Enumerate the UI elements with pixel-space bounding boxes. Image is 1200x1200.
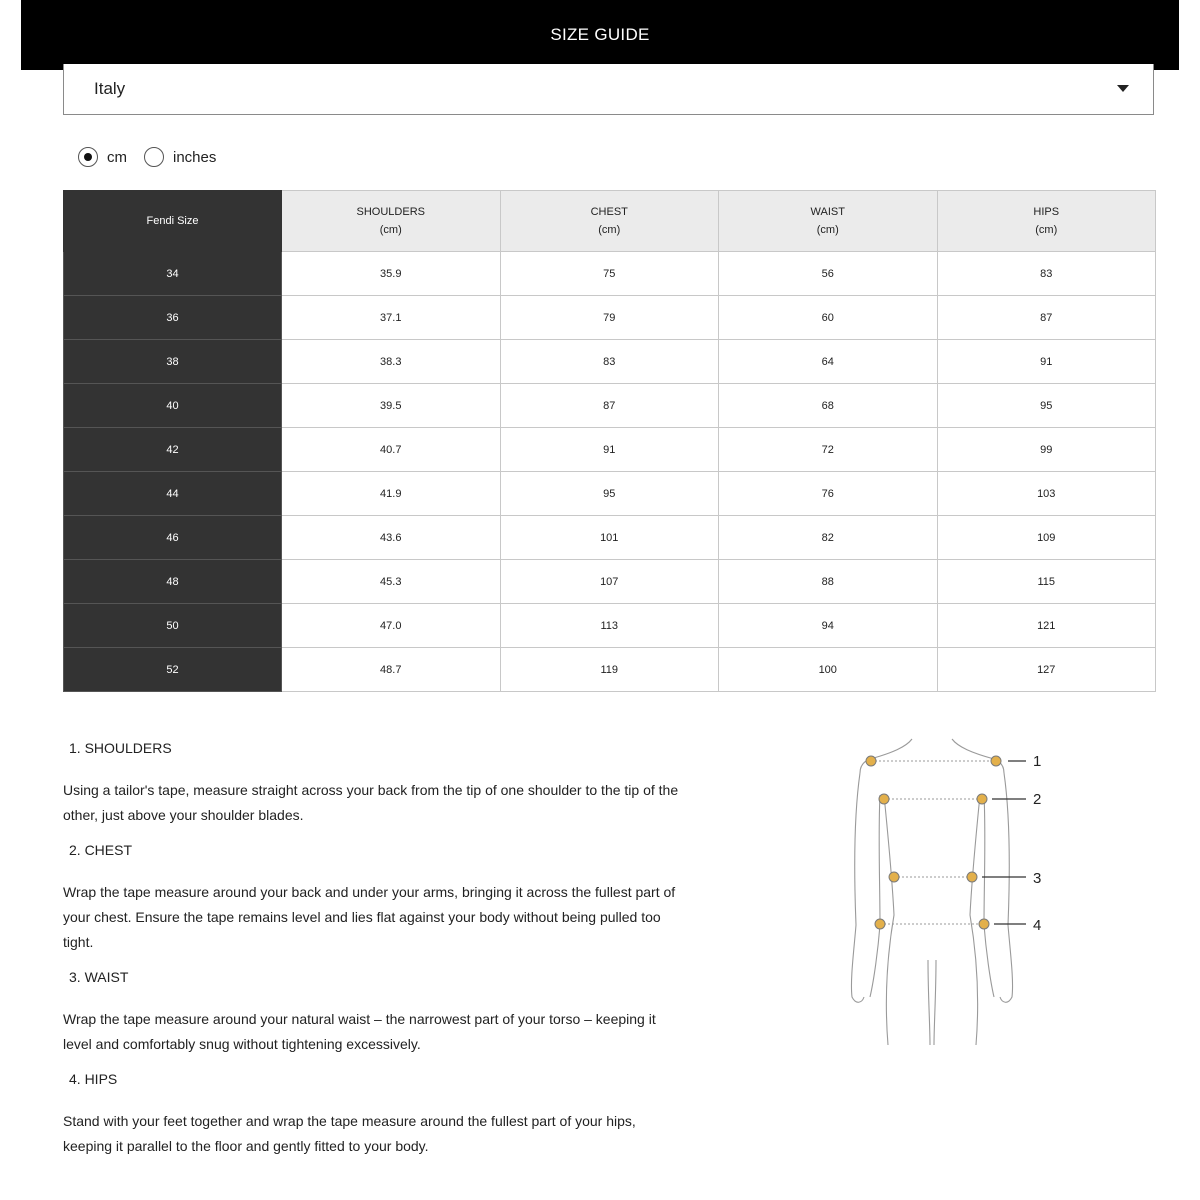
instruction-title: 3. WAIST bbox=[69, 969, 129, 985]
unit-option-inches[interactable] bbox=[144, 147, 216, 167]
table-cell: 87 bbox=[500, 384, 719, 428]
column-header-shoulders bbox=[282, 191, 501, 252]
table-cell: 101 bbox=[500, 516, 719, 560]
table-cell: 38.3 bbox=[282, 340, 501, 384]
table-cell: 109 bbox=[937, 516, 1156, 560]
table-cell: 60 bbox=[719, 296, 938, 340]
table-cell: 94 bbox=[719, 604, 938, 648]
table-header-row bbox=[64, 191, 1156, 252]
table-cell: 95 bbox=[937, 384, 1156, 428]
table-cell: 95 bbox=[500, 472, 719, 516]
table-row bbox=[64, 516, 1156, 560]
table-cell: 119 bbox=[500, 648, 719, 692]
size-cell: 40 bbox=[64, 384, 282, 428]
table-row bbox=[64, 604, 1156, 648]
waist-marker-right bbox=[967, 872, 977, 882]
table-cell: 82 bbox=[719, 516, 938, 560]
figure-label-4: 4 bbox=[1033, 917, 1042, 934]
column-name: SHOULDERS bbox=[356, 206, 425, 218]
table-cell: 115 bbox=[937, 560, 1156, 604]
figure-label-2: 2 bbox=[1033, 791, 1042, 808]
table-cell: 41.9 bbox=[282, 472, 501, 516]
table-cell: 79 bbox=[500, 296, 719, 340]
table-cell: 107 bbox=[500, 560, 719, 604]
table-cell: 35.9 bbox=[282, 252, 501, 296]
instruction-text: Stand with your feet together and wrap the tape measure around the fullest part of your hips, keeping it parallel to the floor and gently fitted to your body. bbox=[63, 1113, 636, 1154]
column-unit: (cm) bbox=[816, 224, 839, 236]
size-cell: 44 bbox=[64, 472, 282, 516]
table-cell: 83 bbox=[937, 252, 1156, 296]
size-cell: 38 bbox=[64, 340, 282, 384]
table-cell: 103 bbox=[937, 472, 1156, 516]
table-row bbox=[64, 428, 1156, 472]
column-name: CHEST bbox=[590, 206, 628, 218]
table-cell: 72 bbox=[719, 428, 938, 472]
table-row bbox=[64, 340, 1156, 384]
country-select-value: Italy bbox=[94, 79, 126, 98]
instruction-title: 1. SHOULDERS bbox=[69, 740, 172, 756]
chest-marker-left bbox=[879, 794, 889, 804]
measurement-instructions bbox=[63, 740, 688, 1173]
chest-marker-right bbox=[977, 794, 987, 804]
table-cell: 64 bbox=[719, 340, 938, 384]
table-cell: 47.0 bbox=[282, 604, 501, 648]
shoulder-marker-right bbox=[991, 756, 1001, 766]
table-cell: 99 bbox=[937, 428, 1156, 472]
table-row bbox=[64, 296, 1156, 340]
column-unit: (cm) bbox=[1035, 224, 1058, 236]
figure-label-1: 1 bbox=[1033, 753, 1042, 770]
table-cell: 83 bbox=[500, 340, 719, 384]
unit-toggle bbox=[78, 147, 216, 167]
table-row bbox=[64, 648, 1156, 692]
table-cell: 37.1 bbox=[282, 296, 501, 340]
table-cell: 39.5 bbox=[282, 384, 501, 428]
instruction-shoulders bbox=[63, 740, 688, 828]
table-cell: 75 bbox=[500, 252, 719, 296]
chevron-down-icon bbox=[1117, 85, 1129, 92]
size-cell: 50 bbox=[64, 604, 282, 648]
figure-labels bbox=[1033, 753, 1041, 934]
column-header-waist bbox=[719, 191, 938, 252]
size-cell: 36 bbox=[64, 296, 282, 340]
size-cell: 34 bbox=[64, 252, 282, 296]
column-name: WAIST bbox=[810, 206, 845, 218]
instruction-text: Wrap the tape measure around your back and under your arms, bringing it across the fullest part of your chest. Ensure the tape remains level and lies flat against your body without being pulled too tight. bbox=[63, 884, 676, 950]
waist-marker-left bbox=[889, 872, 899, 882]
table-row bbox=[64, 472, 1156, 516]
radio-cm[interactable] bbox=[78, 147, 98, 167]
country-select[interactable] bbox=[63, 64, 1154, 115]
table-cell: 56 bbox=[719, 252, 938, 296]
unit-label-inches: inches bbox=[173, 148, 217, 166]
instruction-title: 2. CHEST bbox=[69, 842, 133, 858]
size-cell: 46 bbox=[64, 516, 282, 560]
table-row bbox=[64, 252, 1156, 296]
table-cell: 45.3 bbox=[282, 560, 501, 604]
instruction-waist bbox=[63, 969, 688, 1057]
instruction-hips bbox=[63, 1071, 688, 1159]
body-outline bbox=[851, 739, 1012, 1045]
table-cell: 48.7 bbox=[282, 648, 501, 692]
unit-label-cm: cm bbox=[107, 148, 127, 166]
size-table bbox=[63, 190, 1156, 692]
size-guide-header bbox=[21, 0, 1179, 70]
size-cell: 52 bbox=[64, 648, 282, 692]
instruction-text: Using a tailor's tape, measure straight across your back from the tip of one shoulder to the tip of the other, just above your shoulder blades. bbox=[63, 782, 679, 823]
measure-markers bbox=[866, 756, 1001, 929]
size-column-header: Fendi Size bbox=[64, 191, 282, 252]
instruction-chest bbox=[63, 842, 688, 955]
table-cell: 88 bbox=[719, 560, 938, 604]
table-cell: 100 bbox=[719, 648, 938, 692]
table-cell: 87 bbox=[937, 296, 1156, 340]
table-cell: 40.7 bbox=[282, 428, 501, 472]
radio-inches[interactable] bbox=[144, 147, 164, 167]
column-unit: (cm) bbox=[598, 224, 621, 236]
body-measurement-figure bbox=[840, 735, 1060, 1050]
table-cell: 43.6 bbox=[282, 516, 501, 560]
hips-marker-right bbox=[979, 919, 989, 929]
table-row bbox=[64, 560, 1156, 604]
table-cell: 121 bbox=[937, 604, 1156, 648]
size-cell: 48 bbox=[64, 560, 282, 604]
column-unit: (cm) bbox=[379, 224, 402, 236]
table-cell: 91 bbox=[937, 340, 1156, 384]
page-title: SIZE GUIDE bbox=[550, 25, 650, 44]
column-header-hips bbox=[937, 191, 1156, 252]
figure-label-3: 3 bbox=[1033, 870, 1042, 887]
size-cell: 42 bbox=[64, 428, 282, 472]
table-cell: 76 bbox=[719, 472, 938, 516]
column-header-chest bbox=[500, 191, 719, 252]
shoulder-marker-left bbox=[866, 756, 876, 766]
label-leaders bbox=[982, 761, 1026, 924]
hips-marker-left bbox=[875, 919, 885, 929]
instruction-title: 4. HIPS bbox=[69, 1071, 118, 1087]
unit-option-cm[interactable] bbox=[78, 147, 127, 167]
instruction-text: Wrap the tape measure around your natural waist – the narrowest part of your torso – keeping it level and comfortably snug without tightening excessively. bbox=[63, 1011, 656, 1052]
column-name: HIPS bbox=[1033, 206, 1060, 218]
table-cell: 113 bbox=[500, 604, 719, 648]
table-cell: 68 bbox=[719, 384, 938, 428]
table-row bbox=[64, 384, 1156, 428]
table-cell: 127 bbox=[937, 648, 1156, 692]
measure-lines bbox=[871, 761, 996, 924]
table-cell: 91 bbox=[500, 428, 719, 472]
